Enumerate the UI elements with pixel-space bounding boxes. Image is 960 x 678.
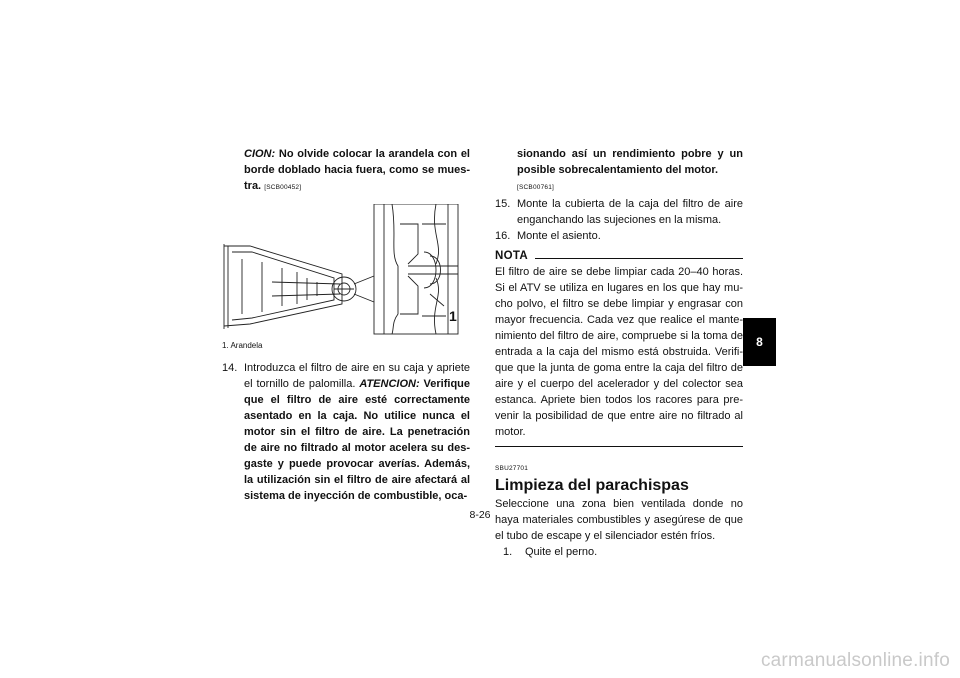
step-1-text: Quite el perno. xyxy=(525,546,598,558)
chapter-tab: 8 xyxy=(743,318,776,366)
step-14-number: 14. xyxy=(222,362,238,374)
right-column xyxy=(495,146,743,560)
step-16-number: 16. xyxy=(495,230,511,242)
callout-1: 1 xyxy=(449,308,457,324)
nota-header xyxy=(495,248,743,264)
figure-caption: 1. Arandela xyxy=(222,341,263,350)
nota-text: El filtro de aire se debe limpiar cada 20–40 horas. Si el ATV se utiliza en lugares en los que hay mucho polvo, el filtro se debe limpiar y engrasar con mayor frecuencia. Cada vez que realice el mantenimiento del filtro de aire, compruebe si la toma de entrada a la caja del mismo está obstruida. Verifique que la junta de goma entre la caja del filtro de aire y el cuerpo del acelerador y del colector sea estanca. Apriete bien todos los racores para prevenir la posibilidad de que entre aire no filtrado al motor. xyxy=(495,266,743,438)
step-16-text: Monte el asiento. xyxy=(517,230,601,242)
watermark: carmanualsonline.info xyxy=(760,650,950,671)
left-column xyxy=(222,146,470,504)
continued-warning xyxy=(495,146,743,178)
continued-code-line xyxy=(495,178,743,196)
step-1-number: 1. xyxy=(503,546,513,558)
continued-code: [SCB00761] xyxy=(517,184,555,191)
caution-text: No olvide colocar la arandela con el borde doblado hacia fuera, como se muestra. xyxy=(244,148,470,192)
section-code: SBU27701 xyxy=(495,465,529,472)
attention-label: ATENCION: xyxy=(359,378,420,390)
section-text: Seleccione una zona bien ventilada donde no haya materiales combustibles y asegúrese de que el tubo de escape y el silenciador estén fríos. xyxy=(495,498,743,542)
step-15-text: Monte la cubierta de la caja del filtro de aire enganchando las sujeciones en la misma. xyxy=(517,198,743,226)
step-14-text: Introduzca el filtro de aire en su caja y apriete el tornillo de palomilla. xyxy=(244,362,470,390)
step-14 xyxy=(222,360,470,504)
nota-label: NOTA xyxy=(495,250,528,262)
caution-label: CION: xyxy=(244,148,276,160)
step-16 xyxy=(495,228,743,244)
section-title: Limpieza del parachispas xyxy=(495,477,689,494)
attention-text: Verifique que el filtro de aire esté correctamente asentado en la caja. No utilice nunca el motor sin el filtro de aire. La penetración de aire no filtrado al motor acelera su desgaste y puede provocar averías. Además, la utilización sin el filtro de aire afectará al sistema de inyección de combustible, oca- xyxy=(244,378,471,502)
nota-rule xyxy=(535,258,743,259)
page-number: 8-26 xyxy=(469,509,491,521)
step-15 xyxy=(495,196,743,228)
nota-end-rule xyxy=(495,446,743,447)
caution-block xyxy=(222,146,470,196)
step-1 xyxy=(503,544,743,560)
washer-figure xyxy=(222,204,470,336)
step-15-number: 15. xyxy=(495,198,511,210)
continued-text: sionando así un rendimiento pobre y un posible sobrecalentamiento del motor. xyxy=(517,148,743,176)
air-filter-washer-illustration xyxy=(222,204,470,336)
caution-code: [SCB00452] xyxy=(264,184,302,191)
